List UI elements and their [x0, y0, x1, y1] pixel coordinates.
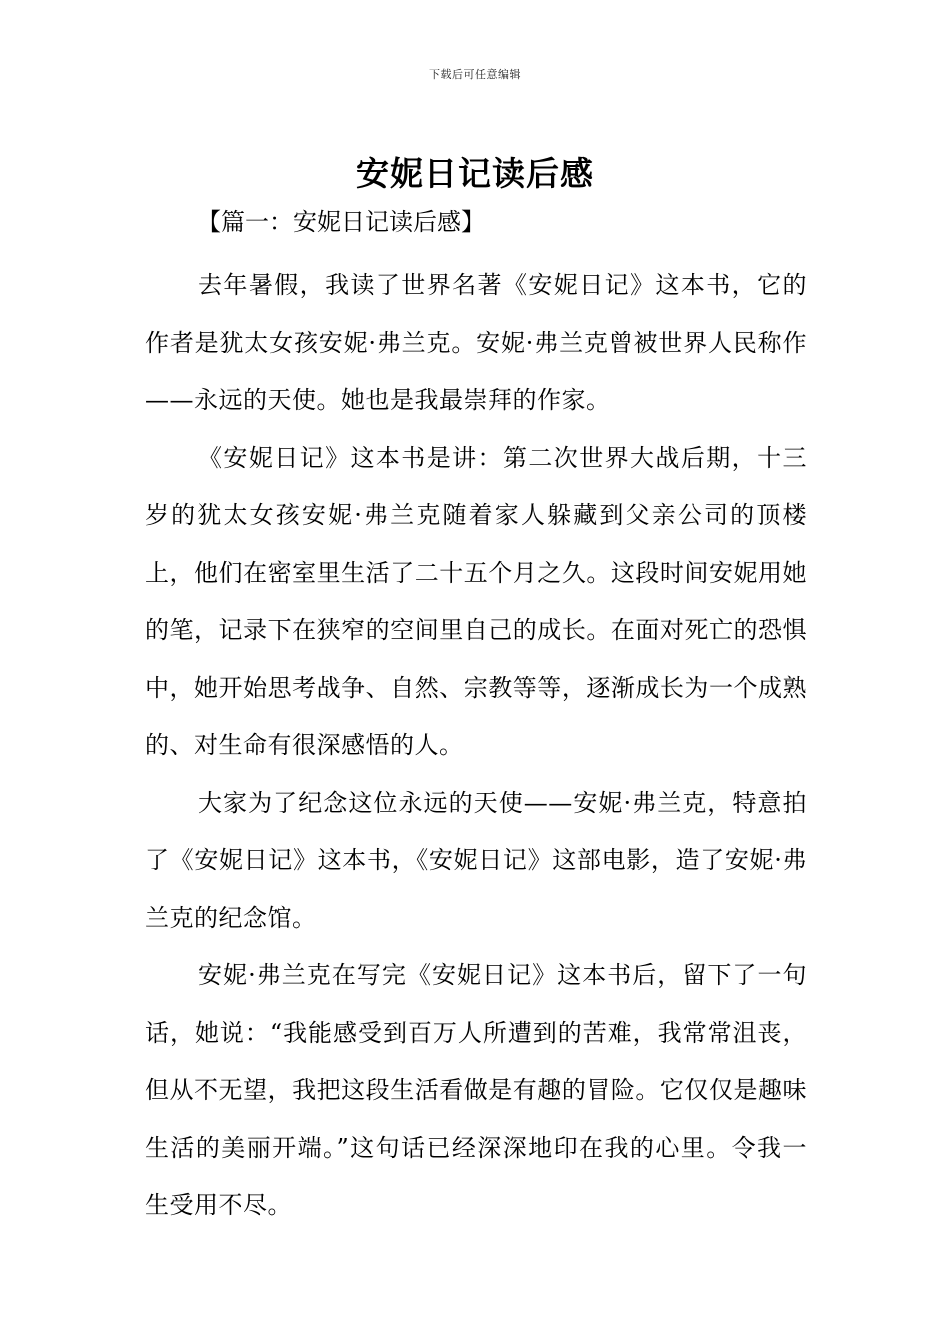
document-body	[145, 200, 807, 1235]
paragraph: 安妮·弗兰克在写完《安妮日记》这本书后，留下了一句话，她说：“我能感受到百万人所遭到的苦难，我常常沮丧，但从不无望，我把这段生活看做是有趣的冒险。它仅仅是趣味生活的美丽开端。”这句话已经深深地印在我的心里。令我一生受用不尽。	[145, 961, 807, 1219]
paragraph: 《安妮日记》这本书是讲：第二次世界大战后期，十三岁的犹太女孩安妮·弗兰克随着家人躲藏到父亲公司的顶楼上，他们在密室里生活了二十五个月之久。这段时间安妮用她的笔，记录下在狭窄的空间里自己的成长。在面对死亡的恐惧中，她开始思考战争、自然、宗教等等，逐渐成长为一个成熟的、对生命有很深感悟的人。	[145, 443, 807, 759]
paragraph: 大家为了纪念这位永远的天使——安妮·弗兰克，特意拍了《安妮日记》这本书，《安妮日记》这部电影，造了安妮·弗兰克的纪念馆。	[145, 788, 807, 932]
header-note: 下载后可任意编辑	[429, 68, 521, 81]
paragraph: 去年暑假，我读了世界名著《安妮日记》这本书，它的作者是犹太女孩安妮·弗兰克。安妮·弗兰克曾被世界人民称作——永远的天使。她也是我最崇拜的作家。	[145, 271, 807, 414]
section-heading: 【篇一：安妮日记读后感】	[197, 208, 485, 236]
page-title: 安妮日记读后感	[356, 154, 594, 194]
